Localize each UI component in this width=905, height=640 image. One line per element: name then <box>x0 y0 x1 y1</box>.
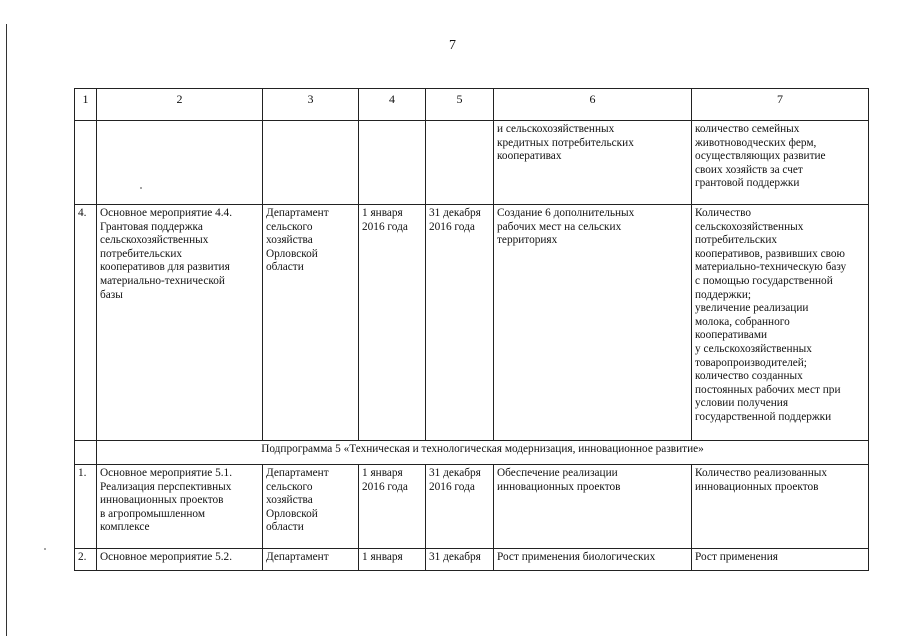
subprogram-spacer-cell <box>75 441 97 465</box>
indicator-cell: Рост применения <box>692 549 869 571</box>
header-cell: 1 <box>75 89 97 121</box>
start-date-cell: 1 января <box>359 549 426 571</box>
row-number-cell: 1. <box>75 465 97 549</box>
scan-speck <box>140 187 142 189</box>
header-cell: 5 <box>426 89 494 121</box>
page-number: 7 <box>449 38 456 53</box>
executor-cell: Департамент сельского хозяйства Орловской области <box>263 465 359 549</box>
executor-cell: Департамент сельского хозяйства Орловской области <box>263 205 359 441</box>
table-row <box>75 549 869 571</box>
header-cell: 6 <box>494 89 692 121</box>
header-cell: 3 <box>263 89 359 121</box>
expected-result-cell: Обеспечение реализации инновационных проектов <box>494 465 692 549</box>
measure-cell <box>97 121 263 205</box>
expected-result-cell: и сельскохозяйственных кредитных потребительских кооперативах <box>494 121 692 205</box>
measure-cell: Основное мероприятие 4.4. Грантовая поддержка сельскохозяйственных потребительских кооперативов для развития материально-технической базы <box>97 205 263 441</box>
expected-result-cell: Рост применения биологических <box>494 549 692 571</box>
subprogram-title: Подпрограмма 5 «Техническая и технологическая модернизация, инновационное развитие» <box>97 441 869 465</box>
table-header-row <box>75 89 869 121</box>
header-cell: 2 <box>97 89 263 121</box>
scan-speck <box>44 548 46 550</box>
indicator-cell: Количество сельскохозяйственных потребительских кооперативов, развивших свою материально-техническую базу с помощью государственной поддержки; увеличение реализации молока, собранного кооперативами у сельскохозяйственных товаропроизводителей; количество созданных постоянных рабочих мест при условии получения государственной поддержки <box>692 205 869 441</box>
table-row <box>75 121 869 205</box>
indicator-cell: Количество реализованных инновационных проектов <box>692 465 869 549</box>
header-cell: 7 <box>692 89 869 121</box>
table-row <box>75 205 869 441</box>
subprogram-row <box>75 441 869 465</box>
row-number-cell: 2. <box>75 549 97 571</box>
measures-table <box>74 88 869 571</box>
page-binding-line <box>6 24 7 636</box>
executor-cell <box>263 121 359 205</box>
measure-cell: Основное мероприятие 5.1. Реализация перспективных инновационных проектов в агропромышленном комплексе <box>97 465 263 549</box>
measure-cell: Основное мероприятие 5.2. <box>97 549 263 571</box>
end-date-cell <box>426 121 494 205</box>
end-date-cell: 31 декабря 2016 года <box>426 465 494 549</box>
table-row <box>75 465 869 549</box>
row-number-cell <box>75 121 97 205</box>
end-date-cell: 31 декабря 2016 года <box>426 205 494 441</box>
start-date-cell <box>359 121 426 205</box>
start-date-cell: 1 января 2016 года <box>359 465 426 549</box>
row-number-cell: 4. <box>75 205 97 441</box>
end-date-cell: 31 декабря <box>426 549 494 571</box>
header-cell: 4 <box>359 89 426 121</box>
indicator-cell: количество семейных животноводческих ферм, осуществляющих развитие своих хозяйств за счет грантовой поддержки <box>692 121 869 205</box>
executor-cell: Департамент <box>263 549 359 571</box>
start-date-cell: 1 января 2016 года <box>359 205 426 441</box>
expected-result-cell: Создание 6 дополнительных рабочих мест на сельских территориях <box>494 205 692 441</box>
